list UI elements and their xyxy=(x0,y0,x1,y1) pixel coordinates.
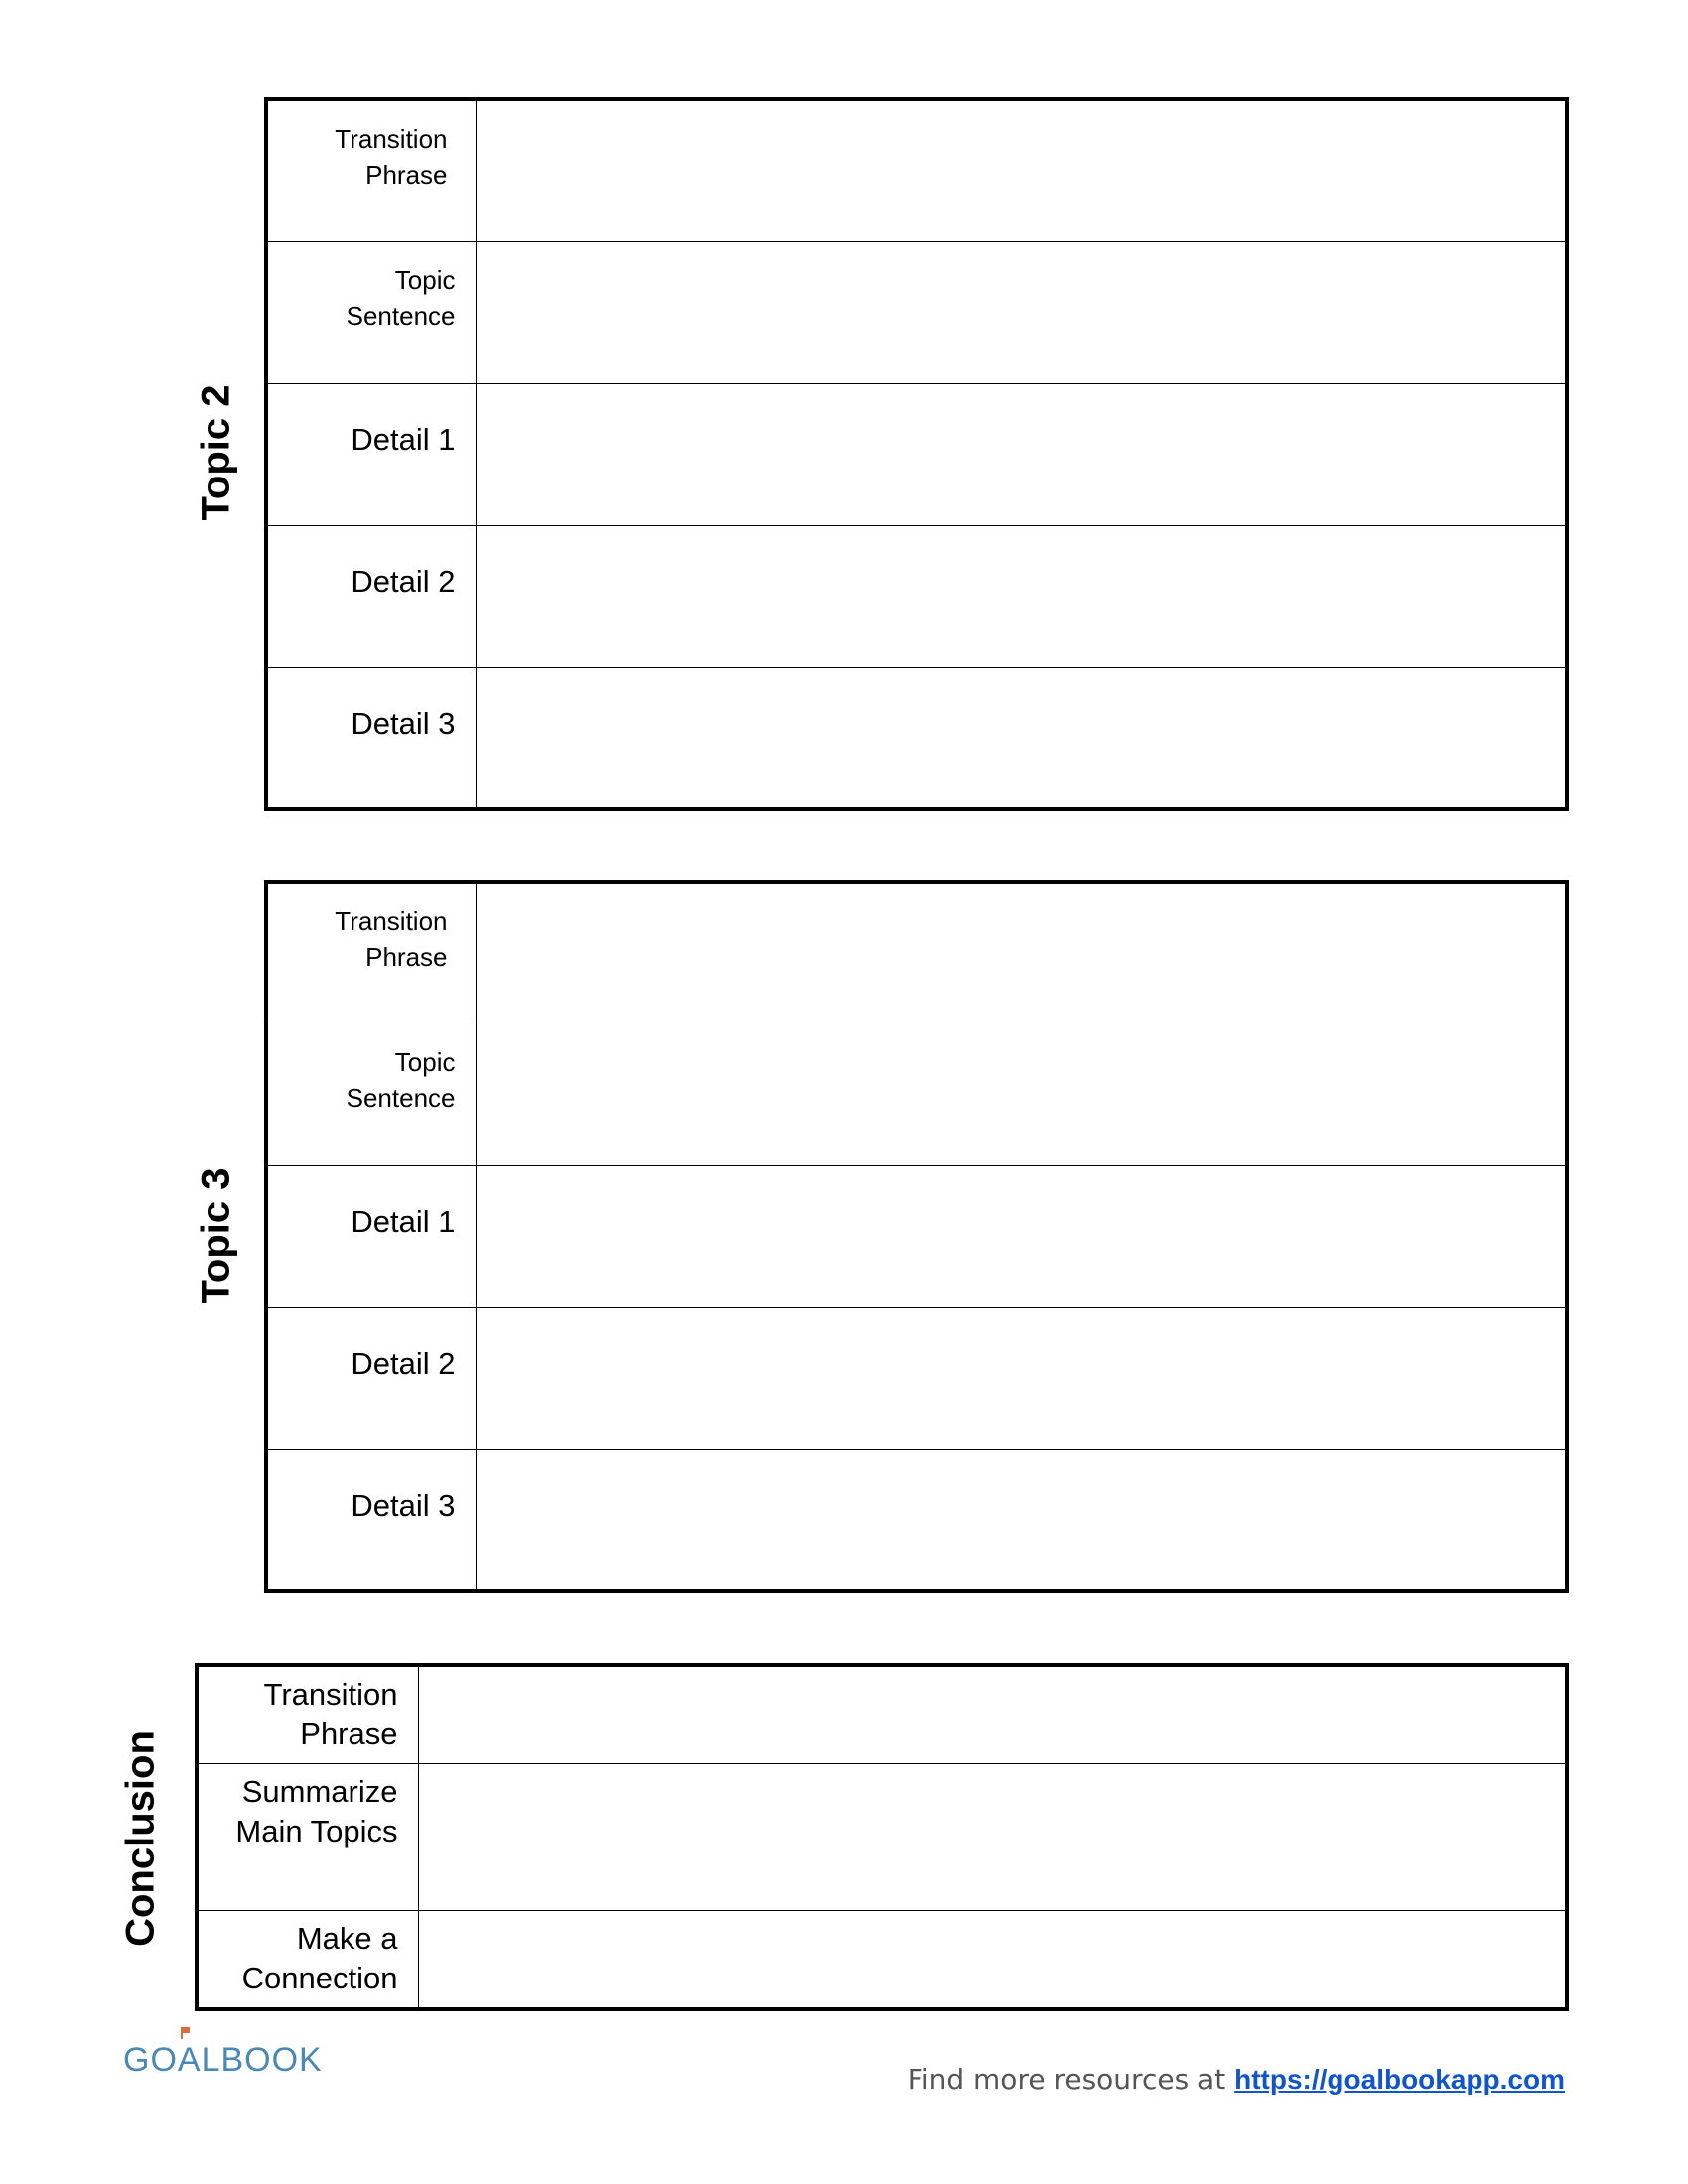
conclusion-table xyxy=(195,1663,1569,2011)
detail-1-field[interactable] xyxy=(476,1165,1567,1307)
row-label: Transition Phrase xyxy=(197,1665,418,1763)
row-label: Detail 3 xyxy=(266,667,476,809)
row-label: Detail 1 xyxy=(266,383,476,525)
row-label: Topic Sentence xyxy=(266,241,476,383)
make-a-connection-field[interactable] xyxy=(418,1910,1567,2009)
table-row xyxy=(266,882,1567,1024)
detail-3-field[interactable] xyxy=(476,667,1567,809)
table-row xyxy=(266,1449,1567,1591)
table-row xyxy=(266,1307,1567,1449)
transition-phrase-field[interactable] xyxy=(476,882,1567,1024)
footer-prefix: Find more resources at xyxy=(907,2063,1226,2096)
row-label: Make a Connection xyxy=(197,1910,418,2009)
row-label: Transition Phrase xyxy=(266,882,476,1024)
table-row xyxy=(266,99,1567,241)
row-label: Summarize Main Topics xyxy=(197,1763,418,1910)
row-label: Transition Phrase xyxy=(266,99,476,241)
detail-1-field[interactable] xyxy=(476,383,1567,525)
row-label: Detail 2 xyxy=(266,525,476,667)
summarize-main-topics-field[interactable] xyxy=(418,1763,1567,1910)
table-row xyxy=(197,1910,1567,2009)
conclusion-title: Conclusion xyxy=(118,1730,163,1947)
topic-sentence-field[interactable] xyxy=(476,241,1567,383)
detail-3-field[interactable] xyxy=(476,1449,1567,1591)
row-label: Topic Sentence xyxy=(266,1024,476,1165)
transition-phrase-field[interactable] xyxy=(476,99,1567,241)
footer-resources xyxy=(908,2063,1565,2096)
table-row xyxy=(266,1024,1567,1165)
flag-icon xyxy=(180,2027,192,2039)
row-label: Detail 3 xyxy=(266,1449,476,1591)
detail-2-field[interactable] xyxy=(476,1307,1567,1449)
topic-3-table xyxy=(264,880,1569,1593)
table-row xyxy=(266,383,1567,525)
topic-sentence-field[interactable] xyxy=(476,1024,1567,1165)
detail-2-field[interactable] xyxy=(476,525,1567,667)
topic-2-table xyxy=(264,97,1569,811)
transition-phrase-field[interactable] xyxy=(418,1665,1567,1763)
goalbook-logo: GOALBOOK xyxy=(123,2041,323,2080)
table-row xyxy=(197,1763,1567,1910)
table-row xyxy=(266,525,1567,667)
row-label: Detail 2 xyxy=(266,1307,476,1449)
table-row xyxy=(266,667,1567,809)
row-label: Detail 1 xyxy=(266,1165,476,1307)
goalbook-link[interactable]: https://goalbookapp.com xyxy=(1234,2064,1565,2095)
topic-2-title: Topic 2 xyxy=(194,384,238,521)
table-row xyxy=(266,1165,1567,1307)
table-row xyxy=(197,1665,1567,1763)
table-row xyxy=(266,241,1567,383)
topic-3-title: Topic 3 xyxy=(194,1167,238,1304)
